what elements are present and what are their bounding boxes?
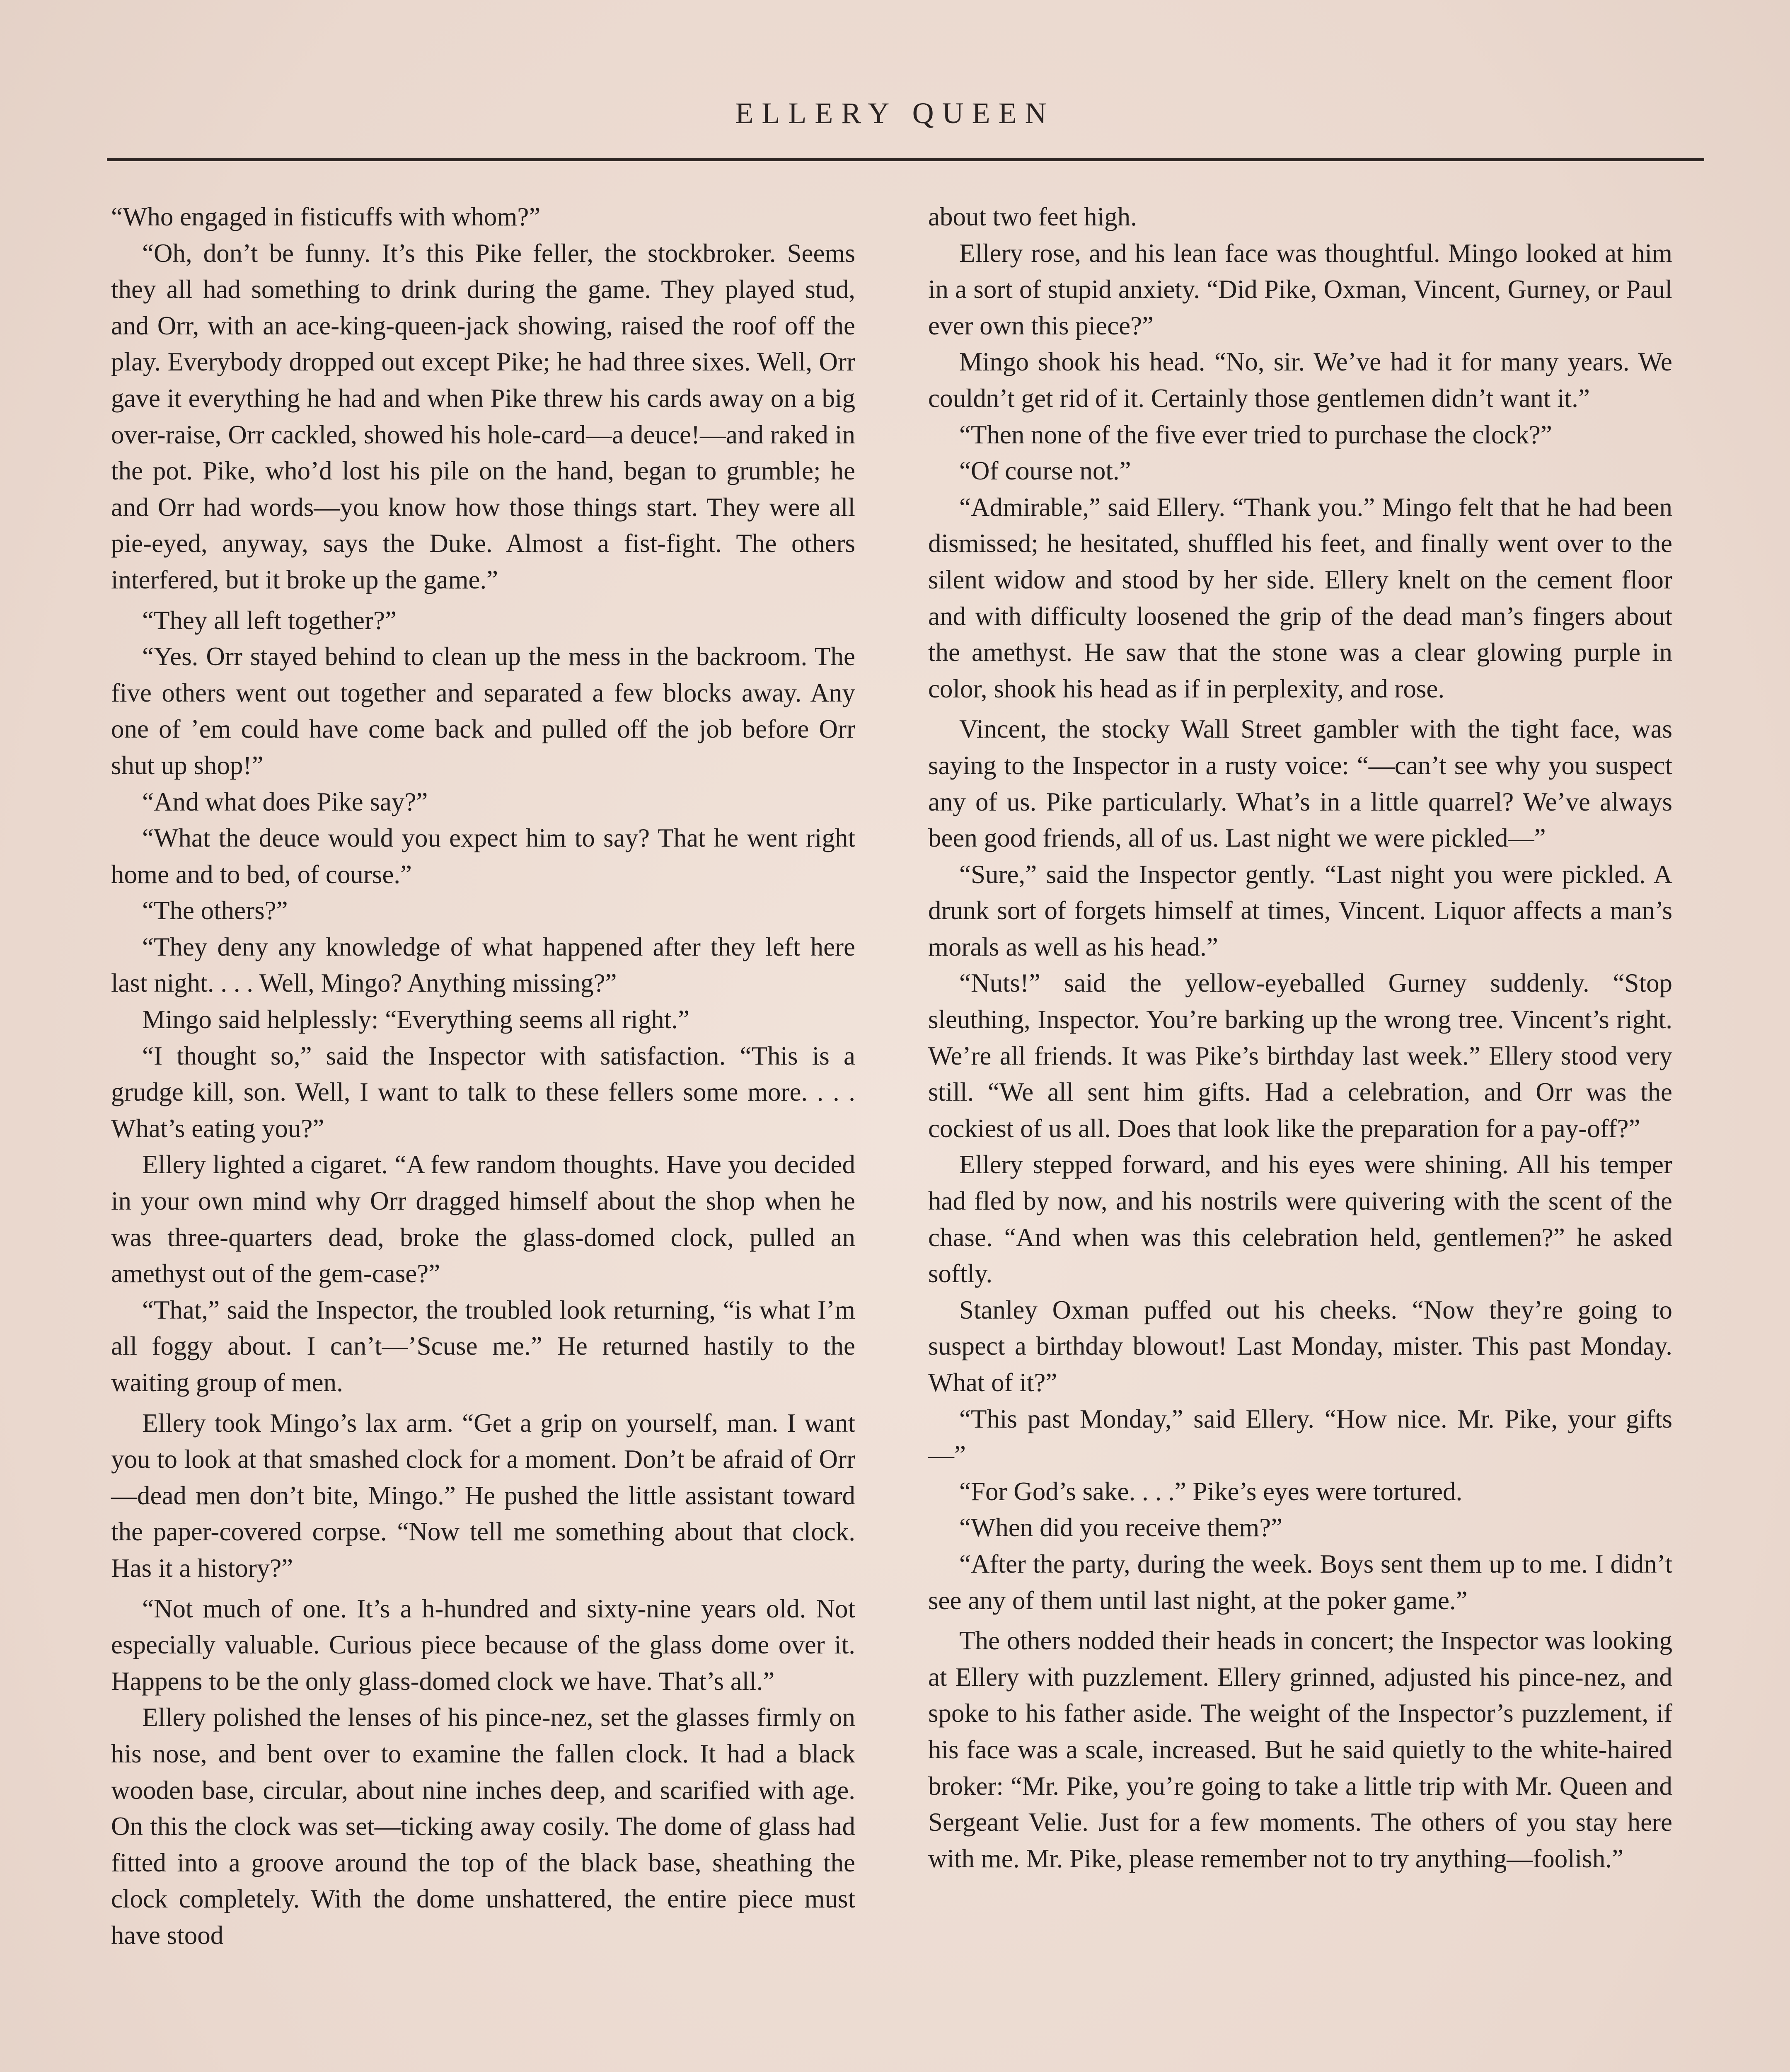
paragraph: The others nodded their heads in concert; the Inspector was looking at Ellery with puzzlement. Ellery grinned, adjusted his pince-nez, and spoke to his father aside. The weight of the Inspector’s puzzlement, if his face was a scale, increased. But he said quietly to the white-haired broker: “Mr. Pike, you’re going to take a little trip with Mr. Queen and Sergeant Velie. Just for a few moments. The others of you stay here with me. Mr. Pike, please remember not to try anything—foolish.” [928, 1626, 1672, 1873]
paragraph: “Admirable,” said Ellery. “Thank you.” Mingo felt that he had been dismissed; he hesitated, shuffled his feet, and finally went over to the silent widow and stood by her side. Ellery knelt on the cement floor and with difficulty loosened the grip of the dead man’s fingers about the amethyst. He saw that the stone was a clear glowing purple in color, shook his head as if in perplexity, and rose. [928, 492, 1672, 703]
paragraph: “Sure,” said the Inspector gently. “Last night you were pickled. A drunk sort of forgets himself at times, Vincent. Liquor affects a man’s morals as well as his head.” [928, 859, 1672, 961]
paragraph: Vincent, the stocky Wall Street gambler with the tight face, was saying to the Inspector in a rusty voice: “—can’t see why you suspect any of us. Pike particularly. What’s in a little quarrel? We’ve always been good friends, all of us. Last night we were pickled—” [928, 714, 1672, 853]
right-column [928, 199, 1672, 1877]
paragraph: “Then none of the five ever tried to purchase the clock?” [959, 420, 1552, 449]
paragraph: “After the party, during the week. Boys sent them up to me. I didn’t see any of them until last night, at the poker game.” [928, 1549, 1672, 1615]
left-column [111, 199, 855, 1954]
paragraph: “Who engaged in fisticuffs with whom?” [111, 202, 541, 231]
paragraph: Ellery stepped forward, and his eyes were shining. All his temper had fled by now, and his nostrils were quivering with the scent of the chase. “And when was this celebration held, gentlemen?” he asked softly. [928, 1150, 1672, 1288]
paragraph: “The others?” [142, 896, 288, 925]
paragraph: about two feet high. [928, 202, 1137, 231]
header-rule [107, 158, 1704, 161]
paragraph: Ellery polished the lenses of his pince-nez, set the glasses firmly on his nose, and bent over to examine the fallen clock. It had a black wooden base, circular, about nine inches deep, and scarified with age. On this the clock was set—ticking away cosily. The dome of glass had fitted into a groove around the top of the black base, sheathing the clock completely. With the dome unshattered, the entire piece must have stood [111, 1703, 855, 1950]
paragraph: “And what does Pike say?” [142, 787, 428, 816]
paragraph: “When did you receive them?” [959, 1513, 1283, 1542]
paragraph: “This past Monday,” said Ellery. “How nice. Mr. Pike, your gifts—” [928, 1404, 1672, 1470]
running-header: ELLERY QUEEN [735, 97, 1055, 130]
paragraph: “They deny any knowledge of what happened after they left here last night. . . . Well, Mingo? Anything missing?” [111, 932, 855, 998]
paragraph: Ellery rose, and his lean face was thoughtful. Mingo looked at him in a sort of stupid anxiety. “Did Pike, Oxman, Vincent, Gurney, or Paul ever own this piece?” [928, 238, 1672, 340]
paragraph: “They all left together?” [142, 605, 397, 635]
paragraph: “Oh, don’t be funny. It’s this Pike feller, the stockbroker. Seems they all had something to drink during the game. They played stud, and Orr, with an ace-king-queen-jack showing, raised the roof off the play. Everybody dropped out except Pike; he had three sixes. Well, Orr gave it everything he had and when Pike threw his cards away on a big over-raise, Orr cackled, showed his hole-card—a deuce!—and raked in the pot. Pike, who’d lost his pile on the hand, began to grumble; he and Orr had words—you know how those things start. They were all pie-eyed, anyway, says the Duke. Almost a fist-fight. The others interfered, but it broke up the game.” [111, 238, 855, 594]
paragraph: Ellery took Mingo’s lax arm. “Get a grip on yourself, man. I want you to look at that smashed clock for a moment. Don’t be afraid of Orr—dead men don’t bite, Mingo.” He pushed the little assistant toward the paper-covered corpse. “Now tell me something about that clock. Has it a history?” [111, 1408, 855, 1583]
paragraph: “I thought so,” said the Inspector with satisfaction. “This is a grudge kill, son. Well, I want to talk to these fellers some more. . . . What’s eating you?” [111, 1041, 855, 1143]
paragraph: Mingo shook his head. “No, sir. We’ve had it for many years. We couldn’t get rid of it. Certainly those gentlemen didn’t want it.” [928, 347, 1672, 413]
paragraph: “That,” said the Inspector, the troubled look returning, “is what I’m all foggy about. I can’t—’Scuse me.” He returned hastily to the waiting group of men. [111, 1295, 855, 1397]
paragraph: Mingo said helplessly: “Everything seems all right.” [142, 1005, 690, 1034]
paragraph: “For God’s sake. . . .” Pike’s eyes were tortured. [959, 1477, 1463, 1506]
paragraph: “Of course not.” [959, 456, 1131, 486]
paragraph: Stanley Oxman puffed out his cheeks. “Now they’re going to suspect a birthday blowout! Last Monday, mister. This past Monday. What of it?” [928, 1295, 1672, 1397]
paragraph: “Yes. Orr stayed behind to clean up the mess in the backroom. The five others went out together and separated a few blocks away. Any one of ’em could have come back and pulled off the job before Orr shut up shop!” [111, 642, 855, 780]
paragraph: “Nuts!” said the yellow-eyeballed Gurney suddenly. “Stop sleuthing, Inspector. You’re barking up the wrong tree. Vincent’s right. We’re all friends. It was Pike’s birthday last week.” Ellery stood very still. “We all sent him gifts. Had a celebration, and Orr was the cockiest of us all. Does that look like the preparation for a pay-off?” [928, 968, 1672, 1143]
paragraph: “What the deuce would you expect him to say? That he went right home and to bed, of course.” [111, 823, 855, 889]
paragraph: Ellery lighted a cigaret. “A few random thoughts. Have you decided in your own mind why Orr dragged himself about the shop when he was three-quarters dead, broke the glass-domed clock, pulled an amethyst out of the gem-case?” [111, 1150, 855, 1288]
paragraph: “Not much of one. It’s a h-hundred and sixty-nine years old. Not especially valuable. Curious piece because of the glass dome over it. Happens to be the only glass-domed clock we have. That’s all.” [111, 1594, 855, 1696]
